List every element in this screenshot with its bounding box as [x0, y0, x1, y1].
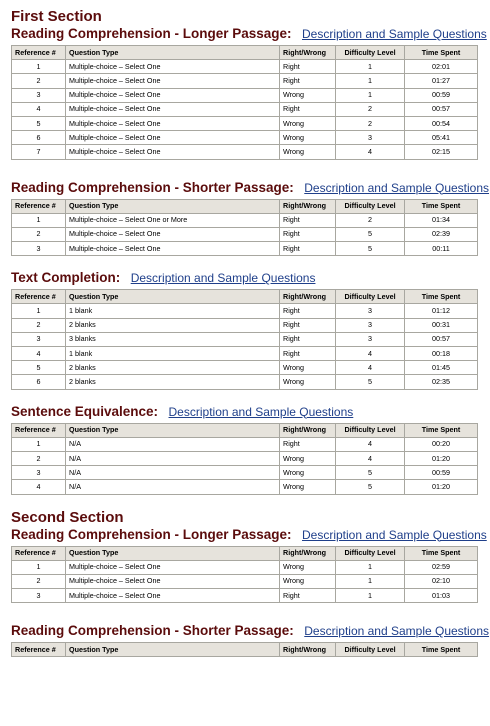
header-time-spent: Time Spent: [405, 423, 478, 437]
cell-right-wrong: Right: [280, 213, 336, 227]
header-question-type: Question Type: [66, 46, 280, 60]
cell-time-spent: 02:01: [405, 60, 478, 74]
cell-difficulty: 4: [336, 437, 405, 451]
cell-time-spent: 02:10: [405, 574, 478, 588]
table-row: [12, 74, 478, 88]
table-row: [12, 145, 478, 159]
header-reference: Reference #: [12, 46, 66, 60]
cell-reference: 1: [12, 213, 66, 227]
header-right-wrong: Right/Wrong: [280, 290, 336, 304]
cell-difficulty: 5: [336, 242, 405, 256]
cell-difficulty: 3: [336, 318, 405, 332]
subsection-title: Reading Comprehension - Shorter Passage:: [11, 623, 294, 639]
cell-question-type: Multiple-choice – Select One: [66, 74, 280, 88]
cell-difficulty: 1: [336, 574, 405, 588]
cell-right-wrong: Wrong: [280, 480, 336, 494]
cell-difficulty: 3: [336, 304, 405, 318]
header-question-type: Question Type: [66, 546, 280, 560]
cell-reference: 5: [12, 116, 66, 130]
cell-question-type: N/A: [66, 437, 280, 451]
cell-question-type: Multiple-choice – Select One: [66, 560, 280, 574]
cell-reference: 4: [12, 102, 66, 116]
cell-reference: 3: [12, 589, 66, 603]
cell-right-wrong: Wrong: [280, 116, 336, 130]
header-reference: Reference #: [12, 643, 66, 657]
cell-time-spent: 01:03: [405, 589, 478, 603]
table-row: [12, 116, 478, 130]
cell-difficulty: 2: [336, 213, 405, 227]
header-question-type: Question Type: [66, 423, 280, 437]
cell-question-type: Multiple-choice – Select One: [66, 227, 280, 241]
table-row: [12, 332, 478, 346]
cell-right-wrong: Right: [280, 227, 336, 241]
cell-time-spent: 00:57: [405, 332, 478, 346]
cell-right-wrong: Wrong: [280, 131, 336, 145]
cell-right-wrong: Right: [280, 304, 336, 318]
cell-reference: 1: [12, 60, 66, 74]
header-right-wrong: Right/Wrong: [280, 643, 336, 657]
cell-reference: 2: [12, 451, 66, 465]
cell-right-wrong: Wrong: [280, 560, 336, 574]
cell-question-type: N/A: [66, 451, 280, 465]
results-table: [11, 45, 478, 160]
cell-reference: 7: [12, 145, 66, 159]
cell-time-spent: 00:57: [405, 102, 478, 116]
header-difficulty: Difficulty Level: [336, 643, 405, 657]
cell-time-spent: 05:41: [405, 131, 478, 145]
cell-difficulty: 5: [336, 375, 405, 389]
cell-time-spent: 01:20: [405, 451, 478, 465]
subsection-heading: [11, 26, 490, 42]
cell-difficulty: 4: [336, 145, 405, 159]
subsection-title: Reading Comprehension - Longer Passage:: [11, 26, 292, 41]
description-link[interactable]: Description and Sample Questions: [302, 527, 487, 542]
table-row: [12, 88, 478, 102]
header-time-spent: Time Spent: [405, 290, 478, 304]
table-row: [12, 560, 478, 574]
cell-difficulty: 1: [336, 560, 405, 574]
header-difficulty: Difficulty Level: [336, 546, 405, 560]
table-row: [12, 466, 478, 480]
cell-reference: 1: [12, 304, 66, 318]
header-right-wrong: Right/Wrong: [280, 546, 336, 560]
header-right-wrong: Right/Wrong: [280, 423, 336, 437]
subsection-heading: [11, 180, 490, 196]
cell-question-type: 2 blanks: [66, 375, 280, 389]
cell-time-spent: 01:20: [405, 480, 478, 494]
table-row: [12, 451, 478, 465]
header-reference: Reference #: [12, 423, 66, 437]
cell-right-wrong: Wrong: [280, 574, 336, 588]
table-row: [12, 227, 478, 241]
cell-time-spent: 01:34: [405, 213, 478, 227]
cell-right-wrong: Wrong: [280, 451, 336, 465]
subsection-title: Text Completion:: [11, 270, 121, 286]
cell-reference: 2: [12, 227, 66, 241]
cell-reference: 3: [12, 88, 66, 102]
header-reference: Reference #: [12, 546, 66, 560]
header-time-spent: Time Spent: [405, 46, 478, 60]
cell-right-wrong: Right: [280, 60, 336, 74]
table-row: [12, 242, 478, 256]
cell-right-wrong: Right: [280, 589, 336, 603]
cell-question-type: Multiple-choice – Select One: [66, 88, 280, 102]
results-table: [11, 546, 478, 604]
cell-right-wrong: Right: [280, 318, 336, 332]
cell-question-type: Multiple-choice – Select One: [66, 116, 280, 130]
cell-right-wrong: Right: [280, 437, 336, 451]
table-header-row: [12, 546, 478, 560]
cell-question-type: 1 blank: [66, 347, 280, 361]
cell-reference: 2: [12, 318, 66, 332]
subsection-heading: [11, 527, 490, 543]
header-question-type: Question Type: [66, 290, 280, 304]
cell-question-type: 1 blank: [66, 304, 280, 318]
cell-question-type: N/A: [66, 480, 280, 494]
header-time-spent: Time Spent: [405, 643, 478, 657]
cell-time-spent: 00:20: [405, 437, 478, 451]
cell-time-spent: 00:54: [405, 116, 478, 130]
cell-right-wrong: Right: [280, 332, 336, 346]
subsection-title: Sentence Equivalence:: [11, 403, 159, 419]
table-row: [12, 347, 478, 361]
header-right-wrong: Right/Wrong: [280, 46, 336, 60]
table-row: [12, 480, 478, 494]
cell-time-spent: 00:18: [405, 347, 478, 361]
table-header-row: [12, 643, 478, 657]
header-time-spent: Time Spent: [405, 199, 478, 213]
cell-difficulty: 1: [336, 74, 405, 88]
cell-right-wrong: Right: [280, 242, 336, 256]
cell-reference: 1: [12, 560, 66, 574]
subsection-heading: [11, 270, 490, 286]
cell-question-type: Multiple-choice – Select One: [66, 589, 280, 603]
cell-right-wrong: Right: [280, 347, 336, 361]
cell-difficulty: 2: [336, 116, 405, 130]
cell-right-wrong: Wrong: [280, 361, 336, 375]
header-difficulty: Difficulty Level: [336, 290, 405, 304]
table-row: [12, 213, 478, 227]
table-row: [12, 131, 478, 145]
cell-time-spent: 02:35: [405, 375, 478, 389]
results-table: [11, 423, 478, 495]
cell-difficulty: 4: [336, 451, 405, 465]
description-link[interactable]: Description and Sample Questions: [168, 404, 354, 419]
cell-difficulty: 3: [336, 131, 405, 145]
header-time-spent: Time Spent: [405, 546, 478, 560]
section-title-second: Second Section: [11, 508, 124, 526]
subsection-title: Reading Comprehension - Longer Passage:: [11, 526, 292, 542]
table-row: [12, 318, 478, 332]
description-link[interactable]: Description and Sample Questions: [304, 180, 490, 195]
cell-question-type: Multiple-choice – Select One: [66, 131, 280, 145]
cell-question-type: N/A: [66, 466, 280, 480]
table-header-row: [12, 46, 478, 60]
cell-question-type: 2 blanks: [66, 361, 280, 375]
cell-difficulty: 5: [336, 227, 405, 241]
header-difficulty: Difficulty Level: [336, 423, 405, 437]
cell-right-wrong: Wrong: [280, 88, 336, 102]
cell-time-spent: 00:11: [405, 242, 478, 256]
table-row: [12, 304, 478, 318]
cell-reference: 6: [12, 375, 66, 389]
cell-reference: 4: [12, 480, 66, 494]
results-table: [11, 199, 478, 257]
header-reference: Reference #: [12, 199, 66, 213]
results-table: [11, 642, 478, 657]
table-row: [12, 589, 478, 603]
cell-reference: 4: [12, 347, 66, 361]
cell-time-spent: 01:45: [405, 361, 478, 375]
cell-right-wrong: Right: [280, 102, 336, 116]
cell-reference: 3: [12, 332, 66, 346]
table-row: [12, 102, 478, 116]
table-row: [12, 437, 478, 451]
cell-difficulty: 4: [336, 361, 405, 375]
cell-time-spent: 00:59: [405, 88, 478, 102]
subsection-title: Reading Comprehension - Shorter Passage:: [11, 179, 294, 195]
results-table: [11, 289, 478, 389]
cell-reference: 6: [12, 131, 66, 145]
cell-difficulty: 5: [336, 480, 405, 494]
table-row: [12, 375, 478, 389]
cell-question-type: Multiple-choice – Select One: [66, 242, 280, 256]
header-question-type: Question Type: [66, 199, 280, 213]
cell-difficulty: 5: [336, 466, 405, 480]
cell-question-type: Multiple-choice – Select One: [66, 60, 280, 74]
cell-difficulty: 2: [336, 102, 405, 116]
cell-difficulty: 4: [336, 347, 405, 361]
cell-reference: 5: [12, 361, 66, 375]
cell-difficulty: 1: [336, 60, 405, 74]
cell-right-wrong: Right: [280, 74, 336, 88]
cell-reference: 3: [12, 466, 66, 480]
cell-reference: 3: [12, 242, 66, 256]
table-header-row: [12, 290, 478, 304]
cell-time-spent: 02:15: [405, 145, 478, 159]
table-row: [12, 60, 478, 74]
cell-time-spent: 02:59: [405, 560, 478, 574]
table-row: [12, 361, 478, 375]
cell-question-type: Multiple-choice – Select One: [66, 574, 280, 588]
header-reference: Reference #: [12, 290, 66, 304]
cell-difficulty: 1: [336, 88, 405, 102]
cell-question-type: 2 blanks: [66, 318, 280, 332]
header-right-wrong: Right/Wrong: [280, 199, 336, 213]
subsection-heading: [11, 404, 490, 420]
cell-reference: 2: [12, 74, 66, 88]
subsection-heading: [11, 623, 490, 639]
cell-difficulty: 3: [336, 332, 405, 346]
cell-time-spent: 01:12: [405, 304, 478, 318]
cell-right-wrong: Wrong: [280, 145, 336, 159]
header-question-type: Question Type: [66, 643, 280, 657]
section-title-first: First Section: [11, 8, 102, 25]
header-difficulty: Difficulty Level: [336, 199, 405, 213]
table-header-row: [12, 199, 478, 213]
cell-question-type: Multiple-choice – Select One: [66, 102, 280, 116]
header-difficulty: Difficulty Level: [336, 46, 405, 60]
cell-time-spent: 00:59: [405, 466, 478, 480]
table-header-row: [12, 423, 478, 437]
cell-question-type: Multiple-choice – Select One: [66, 145, 280, 159]
description-link[interactable]: Description and Sample Questions: [130, 271, 316, 286]
cell-reference: 1: [12, 437, 66, 451]
cell-right-wrong: Wrong: [280, 375, 336, 389]
cell-reference: 2: [12, 574, 66, 588]
cell-question-type: 3 blanks: [66, 332, 280, 346]
table-row: [12, 574, 478, 588]
cell-right-wrong: Wrong: [280, 466, 336, 480]
cell-question-type: Multiple-choice – Select One or More: [66, 213, 280, 227]
description-link[interactable]: Description and Sample Questions: [302, 27, 487, 41]
cell-time-spent: 02:39: [405, 227, 478, 241]
cell-time-spent: 00:31: [405, 318, 478, 332]
description-link[interactable]: Description and Sample Questions: [304, 624, 490, 639]
cell-difficulty: 1: [336, 589, 405, 603]
cell-time-spent: 01:27: [405, 74, 478, 88]
